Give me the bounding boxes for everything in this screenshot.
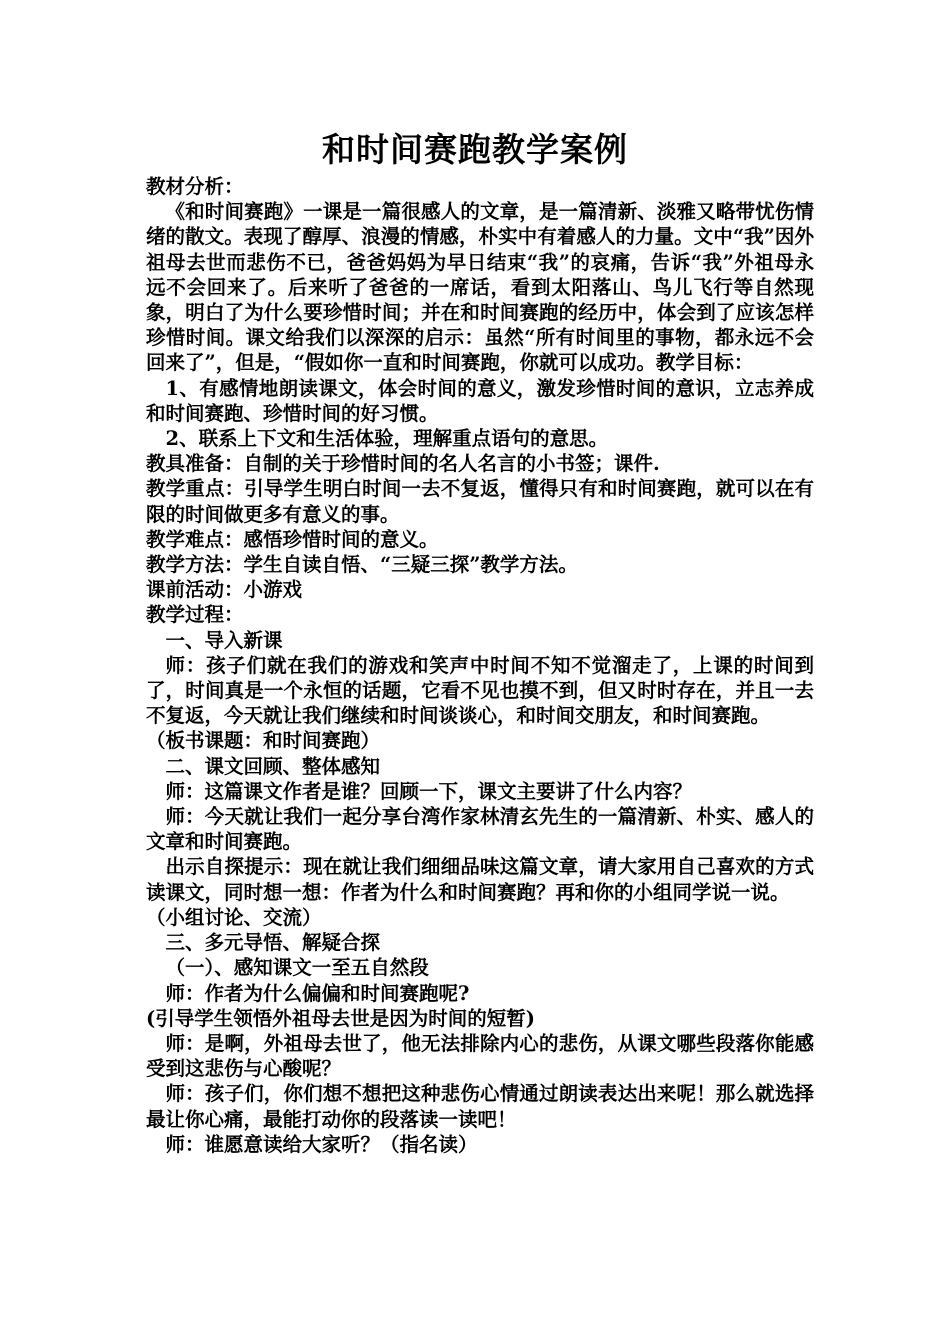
paragraph: （板书课题：和时间赛跑） — [146, 729, 381, 753]
paragraph: 师：作者为什么偏偏和时间赛跑呢? — [165, 981, 470, 1005]
subsection-heading: （一）、感知课文一至五自然段 — [165, 956, 429, 980]
paragraph: 《和时间赛跑》一课是一篇很感人的文章，是一篇清新、淡雅又略带忧伤情绪的散文。表现了醇厚、浪漫的情感，朴实中有着感人的力量。文中“我”因外祖母去世而悲伤不已，爸爸妈妈为早日结束“我”的哀痛，告诉“我”外祖母永远不会回来了。后来听了爸爸的一席话，看到太阳落山、鸟儿飞行等自然现象，明白了为什么要珍惜时间；并在和时间赛跑的经历中，体会到了应该怎样珍惜时间。课文给我们以深深的启示：虽然“所有时间里的事物，都永远不会回来了”，但是，“假如你一直和时间赛跑，你就可以成功。教学目标： — [146, 200, 814, 375]
paragraph: 师：谁愿意读给大家听？（指名读） — [165, 1132, 478, 1156]
section-heading: 一、导入新课 — [165, 628, 283, 652]
paragraph: 教具准备：自制的关于珍惜时间的名人名言的小书签；课件. — [146, 452, 660, 476]
paragraph: 1、有感情地朗读课文，体会时间的意义，激发珍惜时间的意识，立志养成和时间赛跑、珍惜时间的好习惯。 — [146, 376, 814, 425]
section-heading: 三、多元导悟、解疑合探 — [165, 931, 381, 955]
paragraph: 教学方法：学生自读自悟、“三疑三探”教学方法。 — [146, 553, 578, 577]
paragraph: 教材分析： — [146, 175, 244, 198]
paragraph: 师：是啊，外祖母去世了，他无法排除内心的悲伤，从课文哪些段落你能感受到这悲伤与心酸呢？ — [146, 1031, 814, 1081]
section-heading: 二、课文回顾、整体感知 — [165, 754, 381, 778]
paragraph: （小组讨论、交流） — [146, 905, 322, 929]
paragraph: 课前活动：小游戏 — [146, 578, 303, 602]
paragraph: 教学难点：感悟珍惜时间的意义。 — [146, 527, 439, 551]
paragraph: 师：孩子们就在我们的游戏和笑声中时间不知不觉溜走了，上课的时间到了，时间真是一个永恒的话题，它看不见也摸不到，但又时时存在，并且一去不复返，今天就让我们继续和时间谈谈心，和时间交朋友，和时间赛跑。 — [146, 653, 814, 728]
paragraph: 师：今天就让我们一起分享台湾作家林清玄先生的一篇清新、朴实、感人的文章和时间赛跑。 — [146, 805, 814, 854]
paragraph: 出示自探提示：现在就让我们细细品味这篇文章，请大家用自己喜欢的方式读课文，同时想一想：作者为什么和时间赛跑？再和你的小组同学说一说。 — [146, 855, 814, 904]
paragraph: 教学重点：引导学生明白时间一去不复返，懂得只有和时间赛跑，就可以在有限的时间做更多有意义的事。 — [146, 477, 814, 526]
paragraph: (引导学生领悟外祖母去世是因为时间的短暂) — [146, 1006, 535, 1030]
paragraph: 师：这篇课文作者是谁？回顾一下，课文主要讲了什么内容？ — [165, 779, 693, 803]
document-body — [146, 174, 814, 1157]
paragraph: 师：孩子们，你们想不想把这种悲伤心情通过朗读表达出来呢！那么就选择最让你心痛，最能打动你的段落读一读吧！ — [146, 1082, 814, 1131]
paragraph: 教学过程： — [146, 603, 244, 627]
document-title: 和时间赛跑教学案例 — [322, 130, 628, 169]
paragraph: 2、联系上下文和生活体验，理解重点语句的意思。 — [165, 427, 609, 451]
